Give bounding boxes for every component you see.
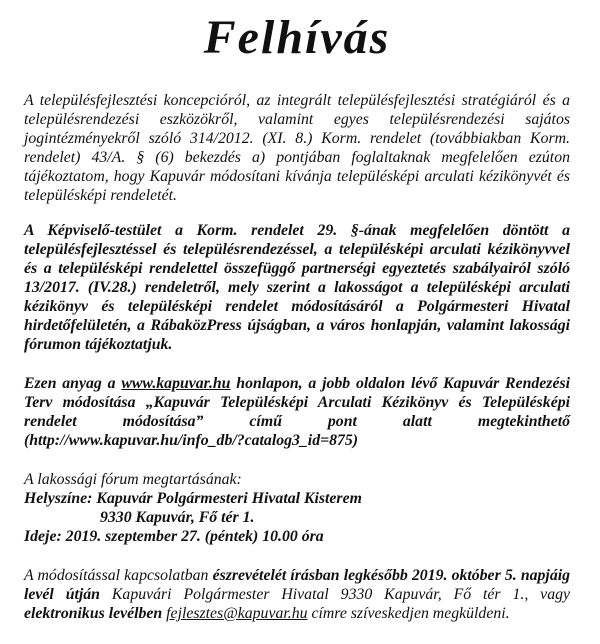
- paragraph-council-decision: A Képviselő-testület a Korm. rendelet 29. §-ának megfelelően döntött a településfejlesztéssel és településrendezéssel, a településképi arculati kézikönyvvel és a településképi rendelettel összefüggő partnerségi egyeztetés szabályairól szóló 13/2017. (IV.28.) rendeletről, mely szerint a lakosságot a településképi arculati kézikönyv és településképi rendelet módosításáról a Polgármesteri Hivatal hirdetőfelületén, a RábaközPress újságban, a város honlapján, valamint lakossági fórumon tájékoztatjuk.: [24, 221, 570, 353]
- forum-intro: A lakossági fórum megtartásának:: [24, 470, 242, 488]
- forum-place-label: Helyszíne:: [24, 489, 93, 507]
- forum-block: [24, 470, 570, 546]
- comments-part3: címre szíveskedjen megküldeni.: [311, 604, 510, 622]
- availability-suffix: című pont alatt megtekinthető (http://www.kapuvar.hu/info_db/?catalog3_id=875): [24, 412, 570, 449]
- paragraph-material-availability: [24, 374, 570, 450]
- forum-place-line: [24, 489, 570, 508]
- comments-electronic: elektronikus levélben: [24, 604, 163, 622]
- website-link[interactable]: www.kapuvar.hu: [121, 374, 231, 392]
- page-title: Felhívás: [203, 11, 391, 64]
- availability-mid: honlapon, a jobb oldalon lévő Kapuvár Rendezési Terv módosítása: [24, 374, 570, 411]
- availability-quoted-title: „Kapuvár Településképi Arculati Kézikönyv és Településképi rendelet módosítása”: [24, 393, 570, 430]
- forum-time-line: [24, 527, 570, 546]
- forum-time-value: 2019. szeptember 27. (péntek) 10.00 óra: [65, 527, 324, 545]
- paragraph-legal-basis: A településfejlesztési koncepcióról, az integrált településfejlesztési stratégiáról és a településrendezési eszközökről, valamint egyes településrendezési sajátos jogintézményekről szóló 314/2012. (XI. 8.) Korm. rendelet (továbbiakban Korm. rendelet) 43/A. § (6) bekezdés a) pontjában foglaltaknak megfelelően ezúton tájékoztatom, hogy Kapuvár módosítani kívánja településképi arculati kézikönyvét és településképi rendeletét.: [24, 91, 570, 204]
- forum-address: 9330 Kapuvár, Fő tér 1.: [100, 508, 255, 526]
- forum-place-value: Kapuvár Polgármesteri Hivatal Kisterem: [96, 489, 362, 507]
- paragraph-comments: [24, 566, 570, 623]
- comments-part1: A módosítással kapcsolatban: [24, 566, 209, 584]
- forum-time-label: Ideje:: [24, 527, 62, 545]
- comments-part2: Kapuvári Polgármester Hivatal 9330 Kapuvár, Fő tér 1., vagy: [111, 585, 570, 603]
- comments-deadline: észrevételét írásban legkésőbb 2019. október 5. napjáig levél útján: [24, 566, 571, 603]
- availability-prefix: Ezen anyag a: [24, 374, 116, 392]
- email-link[interactable]: fejlesztes@kapuvar.hu: [166, 604, 308, 622]
